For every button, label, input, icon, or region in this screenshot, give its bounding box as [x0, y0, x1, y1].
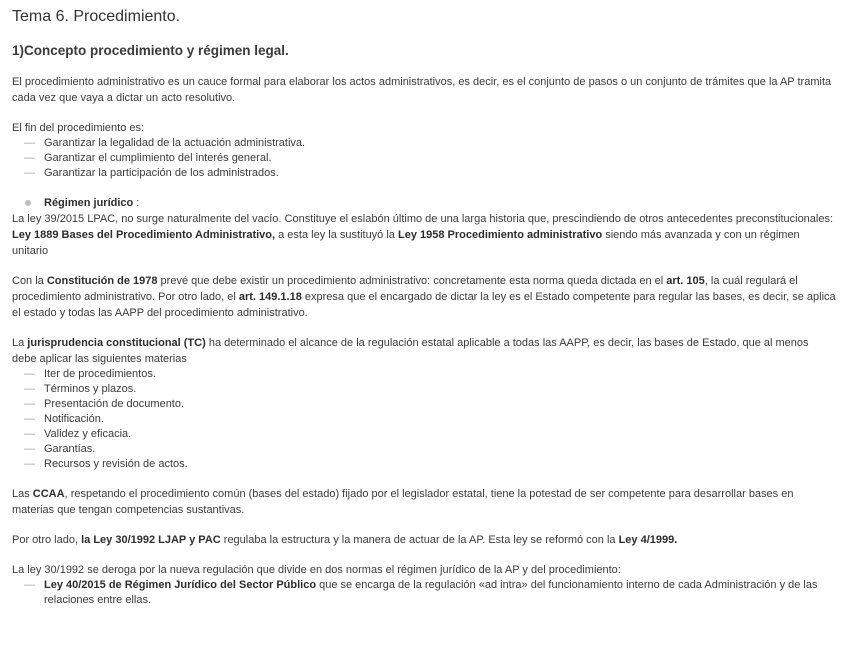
dash-marker: —: [24, 152, 35, 164]
intro-paragraph: El procedimiento administrativo es un cauce formal para elaborar los actos administrativos, es decir, es el conjunto de pasos o un conjunto de trámites que la AP tramita cada vez que vaya a dictar un acto resolutivo.: [12, 76, 832, 104]
constitucion-paragraph: Con la Constitución de 1978 prevé que debe existir un procedimiento administrativo: concretamente esta norma queda dictada en el art. 105, la cuál regulará el procedimiento administrativo. Por otro lado, el art. 149.1.18 expresa que el encargado de dictar la ley es el Estado competente para regular las bases, es decir, se aplica el estado y todas las AAPP del procedimiento administrativo.: [12, 275, 836, 319]
ccaa-paragraph: Las CCAA, respetando el procedimiento común (bases del estado) fijado por el legislador estatal, tiene la potestad de ser competente para desarrollar bases en materias que tengan competencias sustantivas.: [12, 488, 794, 516]
jurisprudencia-paragraph: La jurisprudencia constitucional (TC) ha determinado el alcance de la regulación estatal aplicable a todas las AAPP, es decir, las bases de Estado, que al menos debe aplicar las siguientes materias: [12, 337, 809, 365]
dash-marker: —: [24, 443, 35, 455]
dash-marker: —: [24, 458, 35, 470]
ley30-intro: La ley 30/1992 se deroga por la nueva regulación que divide en dos normas el régimen jurídico de la AP y del procedimiento:: [12, 564, 621, 576]
dash-marker: —: [24, 413, 35, 425]
ley30-list: [12, 578, 836, 608]
dash-marker: —: [24, 428, 35, 440]
dash-marker: —: [24, 167, 35, 179]
list-item: — Garantizar la participación de los administrados.: [24, 167, 279, 179]
page-title: Tema 6. Procedimiento.: [12, 8, 181, 25]
regimen-label: Régimen jurídico: [44, 197, 134, 209]
fin-intro: El fin del procedimiento es:: [12, 122, 145, 134]
list-item: — Garantizar la legalidad de la actuación administrativa.: [24, 137, 306, 149]
dash-marker: —: [24, 579, 35, 591]
list-item: — Términos y plazos.: [24, 383, 137, 395]
list-item: — Presentación de documento.: [24, 398, 185, 410]
regimen-bullet: Régimen jurídico :: [12, 195, 836, 211]
list-item: — Validez y eficacia.: [24, 428, 132, 440]
dash-marker: —: [24, 398, 35, 410]
regimen-laws-paragraph: Ley 1889 Bases del Procedimiento Administrativo, a esta ley la sustituyó la Ley 1958 Procedimiento administrativo siendo más avanzada y con un régimen unitario: [12, 229, 800, 257]
bullet-dot-icon: [25, 200, 31, 206]
list-item: — Iter de procedimientos.: [24, 368, 156, 380]
list-item: — Recursos y revisión de actos.: [24, 458, 188, 470]
list-item: — Ley 40/2015 de Régimen Jurídico del Sector Público que se encarga de la regulación «ad intra» del funcionamiento interno de cada Administración y de las relaciones entre ellas.: [24, 579, 818, 606]
fin-list: [12, 136, 836, 181]
dash-marker: —: [24, 368, 35, 380]
list-item: — Notificación.: [24, 413, 104, 425]
dash-marker: —: [24, 383, 35, 395]
list-item: — Garantizar el cumplimiento del interés general.: [24, 152, 272, 164]
dash-marker: —: [24, 137, 35, 149]
otro-lado-paragraph: Por otro lado, la Ley 30/1992 LJAP y PAC regulaba la estructura y la manera de actuar de la AP. Esta ley se reformó con la Ley 4/1999.: [12, 534, 678, 546]
section-heading: 1)Concepto procedimiento y régimen legal.: [12, 43, 289, 58]
regimen-paragraph: La ley 39/2015 LPAC, no surge naturalmente del vacío. Constituye el eslabón último de una larga historia que, prescindiendo de otros antecedentes preconstitucionales:: [12, 213, 834, 225]
list-item: — Garantías.: [24, 443, 96, 455]
materias-list: [12, 367, 836, 472]
